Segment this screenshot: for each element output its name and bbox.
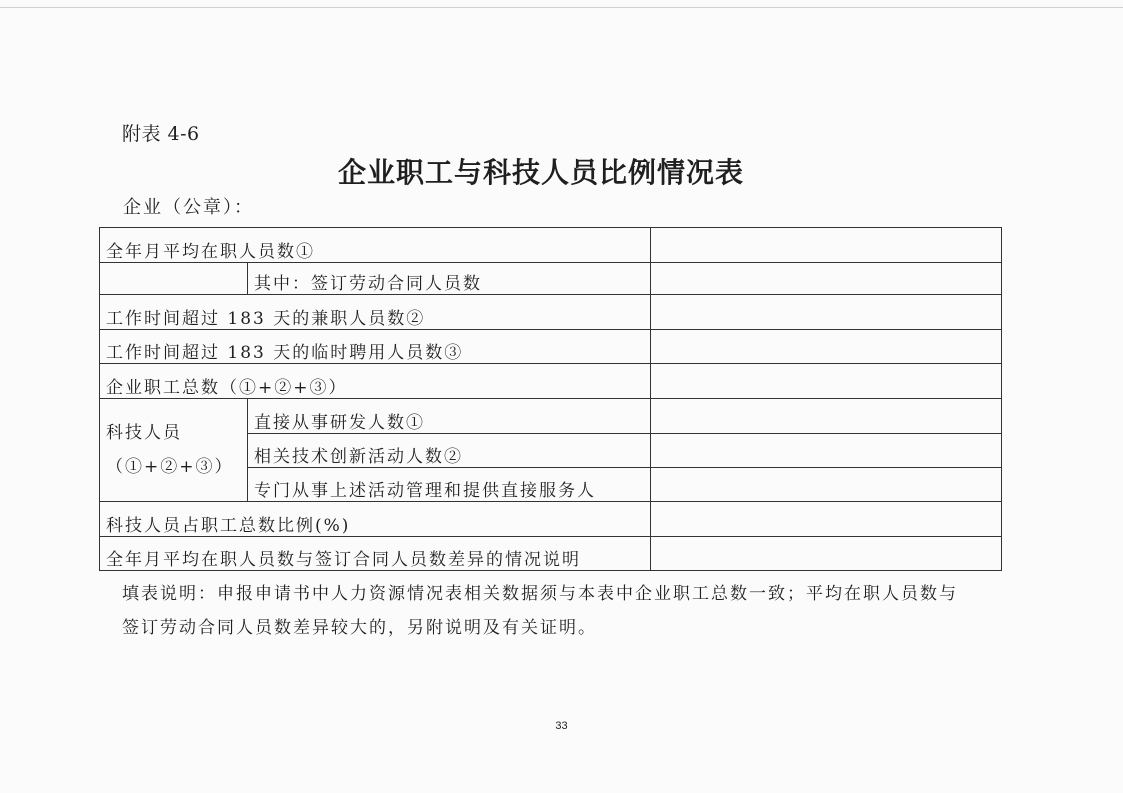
difference-note-value[interactable] bbox=[651, 537, 1002, 571]
page-top-edge bbox=[0, 7, 1123, 8]
tech-ratio-value[interactable] bbox=[651, 502, 1002, 537]
innovation-staff-value[interactable] bbox=[651, 434, 1002, 468]
innovation-staff-label: 相关技术创新活动人数② bbox=[248, 434, 651, 468]
table-row bbox=[100, 228, 1002, 263]
blank-cell bbox=[100, 263, 248, 295]
labor-contract-value[interactable] bbox=[651, 263, 1002, 295]
part-time-label: 工作时间超过 183 天的兼职人员数② bbox=[100, 295, 651, 330]
tech-ratio-label: 科技人员占职工总数比例(%) bbox=[100, 502, 651, 537]
staff-ratio-table bbox=[99, 227, 1002, 571]
table-row bbox=[100, 502, 1002, 537]
management-service-value[interactable] bbox=[651, 468, 1002, 502]
part-time-value[interactable] bbox=[651, 295, 1002, 330]
page-number: 33 bbox=[555, 720, 568, 732]
table-row bbox=[100, 263, 1002, 295]
temporary-label: 工作时间超过 183 天的临时聘用人员数③ bbox=[100, 330, 651, 364]
tech-staff-group-label: 科技人员（①+②+③） bbox=[100, 399, 248, 502]
table-row bbox=[100, 330, 1002, 364]
enterprise-seal-label: 企业（公章）： bbox=[123, 197, 254, 218]
difference-note-label: 全年月平均在职人员数与签订合同人员数差异的情况说明 bbox=[100, 537, 651, 571]
rd-staff-label: 直接从事研发人数① bbox=[248, 399, 651, 434]
filling-instructions: 填表说明：申报申请书中人力资源情况表相关数据须与本表中企业职工总数一致；平均在职人员数与签订劳动合同人员数差异较大的，另附说明及有关证明。 bbox=[122, 584, 958, 638]
total-staff-value[interactable] bbox=[651, 364, 1002, 399]
table-row bbox=[100, 295, 1002, 330]
temporary-value[interactable] bbox=[651, 330, 1002, 364]
total-staff-label: 企业职工总数（①+②+③） bbox=[100, 364, 651, 399]
avg-employees-value[interactable] bbox=[651, 228, 1002, 263]
labor-contract-label: 其中：签订劳动合同人员数 bbox=[248, 263, 651, 295]
table-row bbox=[100, 364, 1002, 399]
document-title: 企业职工与科技人员比例情况表 bbox=[338, 156, 745, 189]
avg-employees-label: 全年月平均在职人员数① bbox=[100, 228, 651, 263]
table-row bbox=[100, 537, 1002, 571]
appendix-label: 附表 4-6 bbox=[122, 123, 200, 145]
rd-staff-value[interactable] bbox=[651, 399, 1002, 434]
table-row bbox=[100, 399, 1002, 434]
management-service-label: 专门从事上述活动管理和提供直接服务人 bbox=[248, 468, 651, 502]
